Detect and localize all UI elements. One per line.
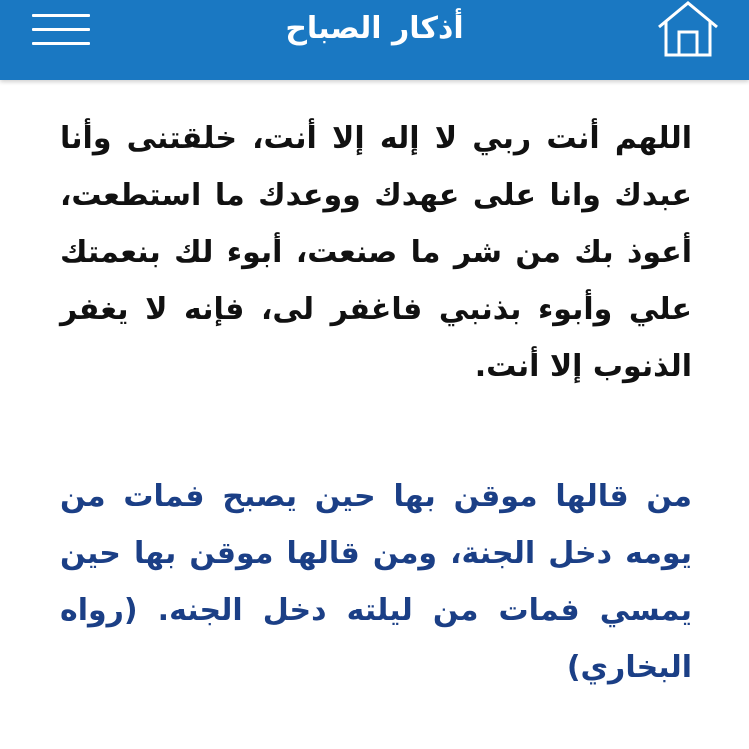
app-header bbox=[0, 0, 749, 80]
dhikr-text: اللهم أنت ربي لا إله إلا أنت، خلقتنى وأنا عبدك وانا على عهدك ووعدك ما استطعت، أعوذ بك من شر ما صنعت، أبوء لك بنعمتك علي وأبوء بذنبي فاغفر لى، فإنه لا يغفر الذنوب إلا أنت. bbox=[60, 121, 692, 384]
dhikr-content bbox=[60, 110, 692, 696]
page-title: أذكار الصباح bbox=[285, 11, 464, 46]
hamburger-menu-icon[interactable] bbox=[26, 8, 96, 52]
menu-bar-top bbox=[32, 14, 90, 17]
menu-bar-middle bbox=[32, 28, 90, 31]
dhikr-virtue-text: من قالها موقن بها حين يصبح فمات من يومه دخل الجنة، ومن قالها موقن بها حين يمسي فمات من ليلته دخل الجنه. (رواه البخاري) bbox=[60, 479, 692, 685]
home-icon[interactable] bbox=[656, 0, 720, 58]
menu-bar-bottom bbox=[32, 42, 90, 45]
